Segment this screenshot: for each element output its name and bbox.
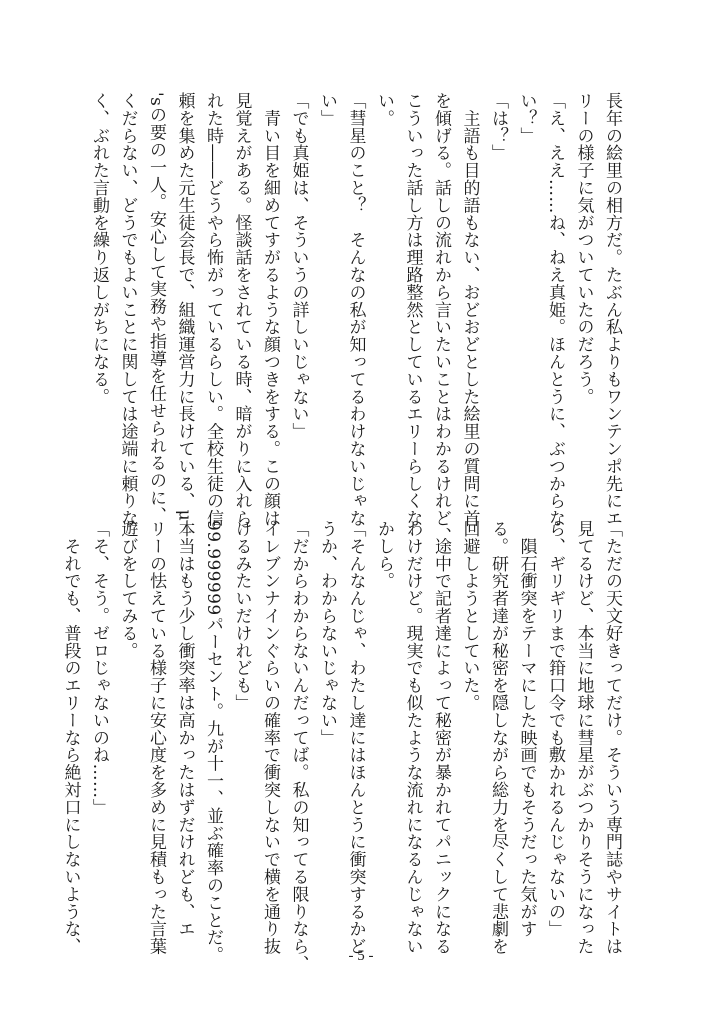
text-line: 途中で記者達によって秘密が暴かれてパニックになる bbox=[431, 520, 451, 955]
text-line: わけだけど。現実でも似たような流れになるんじゃない bbox=[402, 520, 423, 955]
text-line: を傾げる。話しの流れから言いたいことはわかるけれど、 bbox=[431, 92, 451, 545]
text-line: 本当はもう少し衝突率は高かったはずだけれども、エ bbox=[174, 520, 195, 938]
text-block-bottom bbox=[60, 520, 626, 973]
text-line: 見てるけど、本当に地球に彗星がぶつかりそうになった bbox=[573, 520, 594, 955]
page-number: - 5 - bbox=[348, 948, 374, 964]
text-line: それでも、普段のエリーなら絶対口にしないような、 bbox=[60, 520, 81, 955]
text-line: 「そ、そう。ゼロじゃないのね……」 bbox=[89, 520, 109, 816]
text-line: リーの様子に気がついていたのだろう。 bbox=[573, 92, 594, 406]
text-line: 隕石衝突をテーマにした映画でもそうだった気がす bbox=[516, 520, 537, 938]
text-line: る。研究者達が秘密を隠しながら総力を尽くして悲劇を bbox=[488, 520, 508, 955]
text-block-top bbox=[89, 92, 626, 545]
text-line: リーの怯えている様子に安心度を多めに見積もった言葉 bbox=[146, 520, 166, 955]
text-line: かしら。 bbox=[374, 520, 394, 590]
text-line: ら、ギリギリまで箝口令でも敷かれるんじゃないの」 bbox=[545, 520, 565, 938]
text-line: 「は？」 bbox=[488, 92, 508, 162]
text-line: イレブンナインぐらいの確率で衝突しないで横を通り抜 bbox=[260, 520, 280, 955]
text-line: 「でも真姫は、そういうの詳しいじゃない」 bbox=[288, 92, 309, 440]
text-line: 回避しようとしていた。 bbox=[459, 520, 480, 712]
text-line: 遊びをしてみる。 bbox=[117, 520, 138, 660]
text-line: くだらない、どうでもよいことに関しては途端に頼りな bbox=[117, 92, 138, 527]
text-line: うか、わからないじゃない」 bbox=[317, 520, 337, 747]
text-line: 青い目を細めてすがるような顔つきをする。この顔は bbox=[260, 92, 280, 527]
text-line: けるみたいだけれども」 bbox=[231, 520, 252, 712]
text-line: 主語も目的語もない、おどおどとした絵里の質問に首 bbox=[459, 92, 480, 527]
text-line: 頼を集めた元生徒会長で、組織運営力に長けている、μ bbox=[174, 92, 195, 522]
text-line: こういった話し方は理路整然としているエリーらしくな bbox=[402, 92, 423, 527]
text-line: い」 bbox=[317, 92, 337, 127]
text-line: 見覚えがある。怪談話をされている時、暗がりに入れら bbox=[231, 92, 252, 527]
text-line: 「彗星のこと？ そんなの私が知ってるわけないじゃな bbox=[345, 92, 366, 527]
text-line: 「そんなんじゃ、わたし達にはほんとうに衝突するかど bbox=[345, 520, 366, 955]
text-line: い。 bbox=[374, 92, 394, 127]
text-line: 長年の絵里の相方だ。たぶん私よりもワンテンポ先にエ bbox=[602, 92, 622, 527]
text-line: 99.999999パーセント。九が十一、並ぶ確率のことだ。 bbox=[203, 520, 223, 964]
text-line: い？」 bbox=[516, 92, 537, 145]
text-line: 「だからわからないんだってば。私の知ってる限りなら、 bbox=[288, 520, 309, 973]
text-line: 'sの要の一人。安心して実務や指導を任せられるのに、 bbox=[146, 92, 166, 524]
text-line: れた時――どうやら怖がっているらしい。全校生徒の信 bbox=[203, 92, 223, 527]
text-line: く、ぶれた言動を繰り返しがちになる。 bbox=[89, 92, 109, 406]
text-line: 「え、ええ……ね、ねえ真姫。ほんとうに、ぶつからな bbox=[545, 92, 565, 527]
text-line: 「ただの天文好きってだけ。そういう専門誌やサイトは bbox=[602, 520, 622, 955]
